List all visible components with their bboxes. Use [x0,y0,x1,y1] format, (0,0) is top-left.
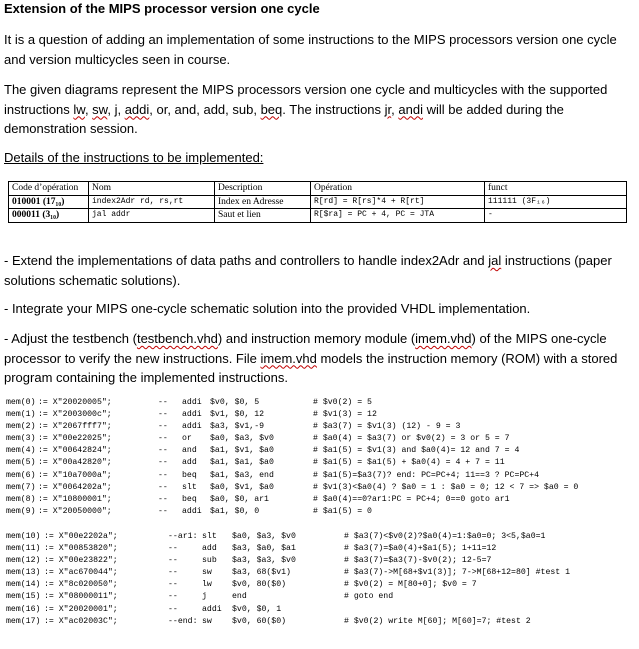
code-mem-label: mem(17) [6,616,41,626]
code-opcode: and [182,446,197,456]
code-operands: $a0, $a3, $v0 [232,532,296,541]
code-opcode: or [182,434,192,444]
instr-jal: jal [488,253,502,268]
code-comment: # $a3(7) = $v1(3) (12) - 9 = 3 [313,422,461,432]
table-row [9,209,627,223]
instr-lw: lw [73,101,85,117]
code-comment-marker: -- [158,446,168,456]
intro-paragraph: It is a question of adding an implementation of some instructions to the MIPS processors version one cycle and version multicycles seen in course. [4,32,617,67]
code-hex: := X"10a7000a"; [38,470,112,480]
code-opcode: lw [202,580,212,590]
code-comment: # $a3(7)->M[68+$v1(3)]; 7->M[68+12=80] #test 1 [344,568,571,578]
code-operands: $v0, 80($0) [232,580,287,590]
given-paragraph [4,80,632,139]
bullet-adjust [4,329,632,388]
cell-description: Index en Adresse [215,195,311,209]
code-comment-marker: --end: [168,616,198,626]
bullet1-text-2: instructions (paper solutions schematic solutions). [4,253,612,288]
code-opcode: addi [182,422,202,432]
code-hex: := X"ac670044"; [44,568,118,578]
cell-opcode: 010001 (17₁₀) [9,195,89,209]
code-mem-label: mem(0) [6,398,36,407]
code-mem-label: mem(16) [6,604,41,614]
code-comment: # $a0(4)==0?ar1:PC = PC+4; 0==0 goto ar1 [313,494,510,504]
code-hex: := X"20050000"; [38,506,112,516]
code-hex: := X"00853820"; [44,544,118,554]
code-mem-label: mem(8) [6,494,36,504]
code-hex: := X"00a42820"; [38,458,112,468]
code-mem-label: mem(4) [6,446,36,456]
code-comment-marker: -- [168,592,178,602]
code-comment: # $a1(5) = $a1(5) + $a0(4) = 4 + 7 = 11 [313,458,505,468]
bullet1-text-1: - Extend the implementations of data paths and controllers to handle index2Adr and [4,253,489,268]
given-comma-1: , [84,101,93,117]
code-mem-label: mem(12) [6,556,41,566]
code-operands: $v0, $0, 1 [232,604,282,614]
code-opcode: slt [202,532,217,541]
code-operands: $a1, $v1, $a0 [210,446,274,456]
code-comment-marker: -- [158,506,168,516]
code-operands: $a1, $a1, $a0 [210,458,274,468]
code-mem-label: mem(14) [6,580,41,590]
bullet3-text-1: - Adjust the testbench ( [4,331,137,346]
page-title: Extension of the MIPS processor version one cycle [4,1,320,16]
code-mem-label: mem(10) [6,532,41,541]
header-operation: Opération [311,182,485,196]
details-heading: Details of the instructions to be implemented: [4,150,264,165]
code-mem-label: mem(5) [6,458,36,468]
code-opcode: addi [202,604,222,614]
code-hex: := X"00e22025"; [38,434,112,444]
code-opcode: slt [182,482,197,492]
code-opcode: sub [202,556,217,566]
given-comma-3: , [391,101,399,117]
code-comment: # $v0(2) = 5 [313,398,372,407]
given-text-2: , or, and, add, sub, [149,101,261,117]
given-text-3: . The instructions [282,101,385,117]
code-comment-marker: -- [158,398,168,407]
code-comment: # $v0(2) write M[60]; M[60]=7; #test 2 [344,616,531,626]
bullet3-text-2: ) and instruction memory module ( [217,331,416,346]
code-opcode: j [202,592,207,602]
file-imem-2: imem.vhd [260,350,317,366]
code-operands: end [232,592,247,602]
code-comment-marker: -- [168,604,178,614]
code-mem-label: mem(13) [6,568,41,578]
code-mem-label: mem(15) [6,592,41,602]
code-opcode: addi [182,410,202,420]
code-comment: # $v1(3)<$a0(4) ? $a0 = 1 : $a0 = 0; 12 < 7 => $a0 = 0 [313,482,579,492]
instructions-table [8,181,627,223]
code-hex: := X"8c020050"; [44,580,118,590]
code-comment-marker: -- [158,482,168,492]
code-opcode: sw [202,616,212,626]
code-comment: # $a3(7)=$a0(4)+$a1(5); 1+11=12 [344,544,497,554]
code-comment-marker: -- [158,410,168,420]
bullet3-text-4: models the instruction memory (ROM) with a stored program containing the implemented instructions. [4,350,618,385]
code-hex: := X"00e2202a"; [44,532,118,541]
cell-description: Saut et lien [215,209,311,223]
table-row [9,195,627,209]
code-operands: $v0, $0, 5 [210,398,260,407]
code-hex: := X"ac02003C"; [44,616,118,626]
header-description: Description [215,182,311,196]
code-mem-label: mem(2) [6,422,36,432]
header-funct: funct [485,182,627,196]
code-comment: # $a3(7)<$v0(2)?$a0(4)=1:$a0=0; 3<5,$a0=1 [344,532,546,541]
cell-opcode: 000011 (3₁₀) [9,209,89,223]
instr-sw: sw [92,101,108,117]
code-operands: $a3, $a3, $v0 [232,556,296,566]
code-comment-marker: -- [168,568,178,578]
code-comment: # goto end [344,592,394,602]
cell-name: index2Adr rd, rs,rt [89,195,215,209]
code-opcode: beq [182,494,197,504]
code-comment: # $a3(7)=$a3(7)-$v0(2); 12-5=7 [344,556,492,566]
code-operands: $v0, 60($0) [232,616,287,626]
given-text-1: The given diagrams represent the MIPS processors version one cycle and multicycles with the supported instructions [4,82,608,117]
code-mem-label: mem(6) [6,470,36,480]
instr-beq: beq [260,101,283,117]
code-comment-marker: -- [158,458,168,468]
code-operands: $a0, $v1, $a0 [210,482,274,492]
code-hex: := X"10800001"; [38,494,112,504]
bullet3-text-3: ) of the MIPS one-cycle processor to verify the new instructions. File [4,331,607,366]
code-hex: := X"2003000c"; [38,410,112,420]
instr-jr: jr [384,101,392,117]
file-imem: imem.vhd [415,331,472,346]
code-operands: $a0, $0, ar1 [210,494,269,504]
header-nom: Nom [89,182,215,196]
code-opcode: add [182,458,197,468]
cell-operation: R[rd] = R[rs]*4 + R[rt] [311,195,485,209]
code-hex: := X"20020005"; [38,398,112,407]
code-comment-marker: -- [168,580,178,590]
table-header-row [9,182,627,196]
instr-andi: andi [398,101,423,117]
code-comment-marker: --ar1: [168,532,198,541]
code-mem-label: mem(3) [6,434,36,444]
code-comment: # $a1(5) = 0 [313,506,372,516]
bullet-integrate: - Integrate your MIPS one-cycle schematic solution into the provided VHDL implementation. [4,301,531,316]
code-comment-marker: -- [168,556,178,566]
file-testbench: testbench.vhd [136,331,218,346]
cell-operation: R[$ra] = PC + 4, PC = JTA [311,209,485,223]
code-operands: $v1, $0, 12 [210,410,265,420]
code-comment-marker: -- [158,434,168,444]
code-comment-marker: -- [158,494,168,504]
code-opcode: addi [182,506,202,516]
code-mem-label: mem(1) [6,410,36,420]
code-hex: := X"2067fff7"; [38,422,112,432]
code-comment: # $v0(2) = M[80+0]; $v0 = 7 [344,580,477,590]
code-comment-marker: -- [168,544,178,554]
code-comment: # $v1(3) = 12 [313,410,377,420]
code-comment-marker: -- [158,422,168,432]
cell-funct: - [485,209,627,223]
cell-name: jal addr [89,209,215,223]
code-mem-label: mem(7) [6,482,36,492]
code-comment: # $a1(5)=$a3(7)? end: PC=PC+4; 11==3 ? PC=PC+4 [313,470,540,480]
code-operands: $a3, $a0, $a1 [232,544,296,554]
instr-addi: addi [124,101,150,117]
header-code: Code d’opération [9,182,89,196]
code-comment-marker: -- [158,470,168,480]
code-opcode: sw [202,568,212,578]
code-comment: # $a0(4) = $a3(7) or $v0(2) = 3 or 5 = 7 [313,434,510,444]
code-opcode: add [202,544,217,554]
code-operands: $a1, $0, 0 [210,506,260,516]
code-opcode: beq [182,470,197,480]
code-hex: := X"0064202a"; [38,482,112,492]
code-hex: := X"20020001"; [44,604,118,614]
code-hex: := X"08000011"; [44,592,118,602]
code-operands: $a1, $a3, end [210,470,274,480]
given-text-4: will be added during the demonstration session. [4,101,564,136]
code-comment: # $a1(5) = $v1(3) and $a0(4)= 12 and 7 = 4 [313,446,520,456]
code-operands: $a0, $a3, $v0 [210,434,274,444]
code-hex: := X"00642824"; [38,446,112,456]
cell-funct: 111111 (3F₁₆) [485,195,627,209]
code-mem-label: mem(9) [6,506,36,516]
code-opcode: addi [182,398,202,407]
code-operands: $a3, $v1,-9 [210,422,265,432]
bullet-extend [4,251,632,290]
code-operands: $a3, 68($v1) [232,568,291,578]
code-mem-label: mem(11) [6,544,41,554]
code-hex: := X"00e23822"; [44,556,118,566]
given-comma-2: , j, [107,101,125,117]
